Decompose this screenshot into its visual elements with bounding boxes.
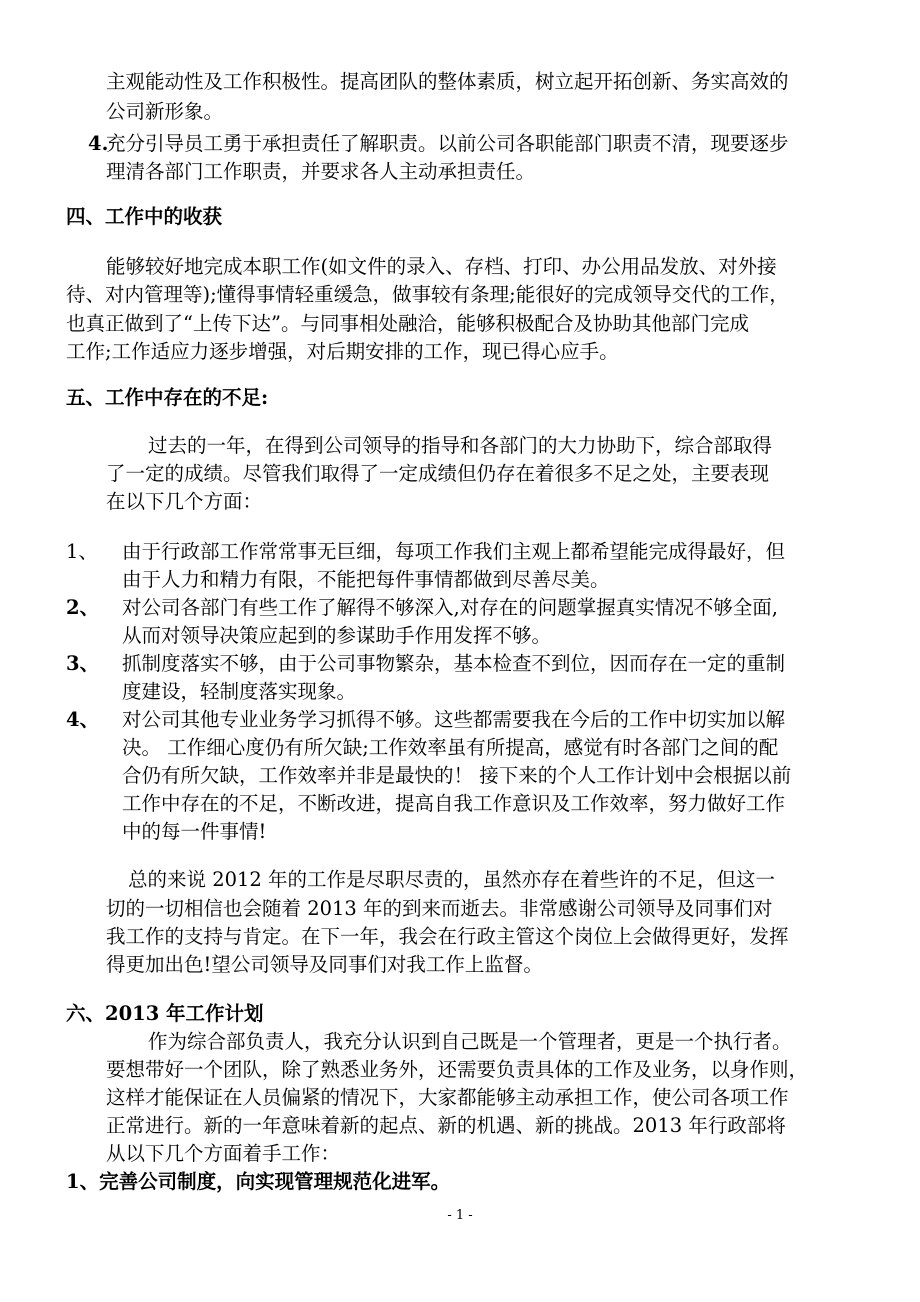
shortcoming-1-line-2: 由于人力和精力有限，不能把每件事情都做到尽善尽美。 [122,568,610,591]
shortcoming-2-line-1: 对公司各部门有些工作了解得不够深入,对存在的问题掌握真实情况不够全面, [122,596,778,619]
section6-title: 六、2013 年工作计划 [66,1002,264,1025]
intro-line-1: 主观能动性及工作积极性。提高团队的整体素质，树立起开拓创新、务实高效的 [106,70,789,93]
intro-item4-line-1: 充分引导员工勇于承担责任了解职责。以前公司各职能部门职责不清，现要逐步 [106,132,789,155]
section5-title: 五、工作中存在的不足: [66,386,269,409]
section5-intro-line-1: 过去的一年，在得到公司领导的指导和各部门的大力协助下，综合部取得 [148,434,773,457]
section6-point-1: 1、完善公司制度，向实现管理规范化进军。 [66,1170,451,1193]
summary-line-1: 总的来说 2012 年的工作是尽职尽责的，虽然亦存在着些许的不足，但这一 [128,868,776,891]
shortcoming-4-line-1: 对公司其他专业业务学习抓得不够。这些都需要我在今后的工作中切实加以解 [122,708,786,731]
summary-line-3: 我工作的支持与肯定。在下一年，我会在行政主管这个岗位上会做得更好，发挥 [106,925,789,948]
section6-line-1: 作为综合部负责人，我充分认识到自己既是一个管理者，更是一个执行者。 [148,1030,792,1053]
shortcoming-4-number: 4、 [66,708,100,731]
section6-line-5: 从以下几个方面着手工作： [106,1142,341,1165]
section6-line-4: 正常进行。新的一年意味着新的起点、新的机遇、新的挑战。2013 年行政部将 [106,1114,786,1137]
shortcoming-4-line-3: 合仍有所欠缺，工作效率并非是最快的！ 接下来的个人工作计划中会根据以前 [122,764,792,787]
shortcoming-3-line-1: 抓制度落实不够，由于公司事物繁杂，基本检查不到位，因而存在一定的重制 [122,652,786,675]
summary-line-2: 切的一切相信也会随着 2013 年的到来而逝去。非常感谢公司领导及同事们对 [106,897,773,920]
shortcoming-1-line-1: 由于行政部工作常常事无巨细，每项工作我们主观上都希望能完成得最好，但 [122,540,786,563]
section5-intro-line-3: 在以下几个方面： [106,490,263,513]
shortcoming-2-line-2: 从而对领导决策应起到的参谋助手作用发挥不够。 [122,624,552,647]
shortcoming-4-line-4: 工作中存在的不足，不断改进，提高自我工作意识及工作效率，努力做好工作 [122,792,786,815]
section4-line-1: 能够较好地完成本职工作(如文件的录入、存档、打印、办公用品发放、对外接 [106,255,777,278]
page-number: - 1 - [447,1208,473,1223]
intro-item4-number: 4. [88,132,109,155]
shortcoming-4-line-2: 决。 工作细心度仍有所欠缺;工作效率虽有所提高，感觉有时各部门之间的配 [122,736,779,759]
shortcoming-1-number: 1、 [66,540,98,563]
section4-line-2: 待、对内管理等);懂得事情轻重缓急，做事较有条理;能很好的完成领导交代的工作， [66,283,789,306]
shortcoming-3-number: 3、 [66,652,100,675]
section4-line-4: 工作;工作适应力逐步增强，对后期安排的工作，现已得心应手。 [66,340,619,363]
section6-line-3: 这样才能保证在人员偏紧的情况下，大家都能够主动承担工作，使公司各项工作 [106,1086,789,1109]
section4-line-3: 也真正做到了“上传下达”。与同事相处融洽，能够积极配合及协助其他部门完成 [66,312,749,335]
shortcoming-2-number: 2、 [66,596,100,619]
section4-title: 四、工作中的收获 [66,205,223,228]
intro-line-2: 公司新形象。 [106,100,224,123]
section6-line-2: 要想带好一个团队，除了熟悉业务外，还需要负责具体的工作及业务，以身作则， [106,1058,809,1081]
intro-item4-line-2: 理清各部门工作职责，并要求各人主动承担责任。 [106,160,536,183]
section5-intro-line-2: 了一定的成绩。尽管我们取得了一定成绩但仍存在着很多不足之处，主要表现 [106,462,770,485]
summary-line-4: 得更加出色!望公司领导及同事们对我工作上监督。 [106,953,543,976]
shortcoming-3-line-2: 度建设，轻制度落实现象。 [122,680,357,703]
shortcoming-4-line-5: 中的每一件事情! [122,820,267,843]
